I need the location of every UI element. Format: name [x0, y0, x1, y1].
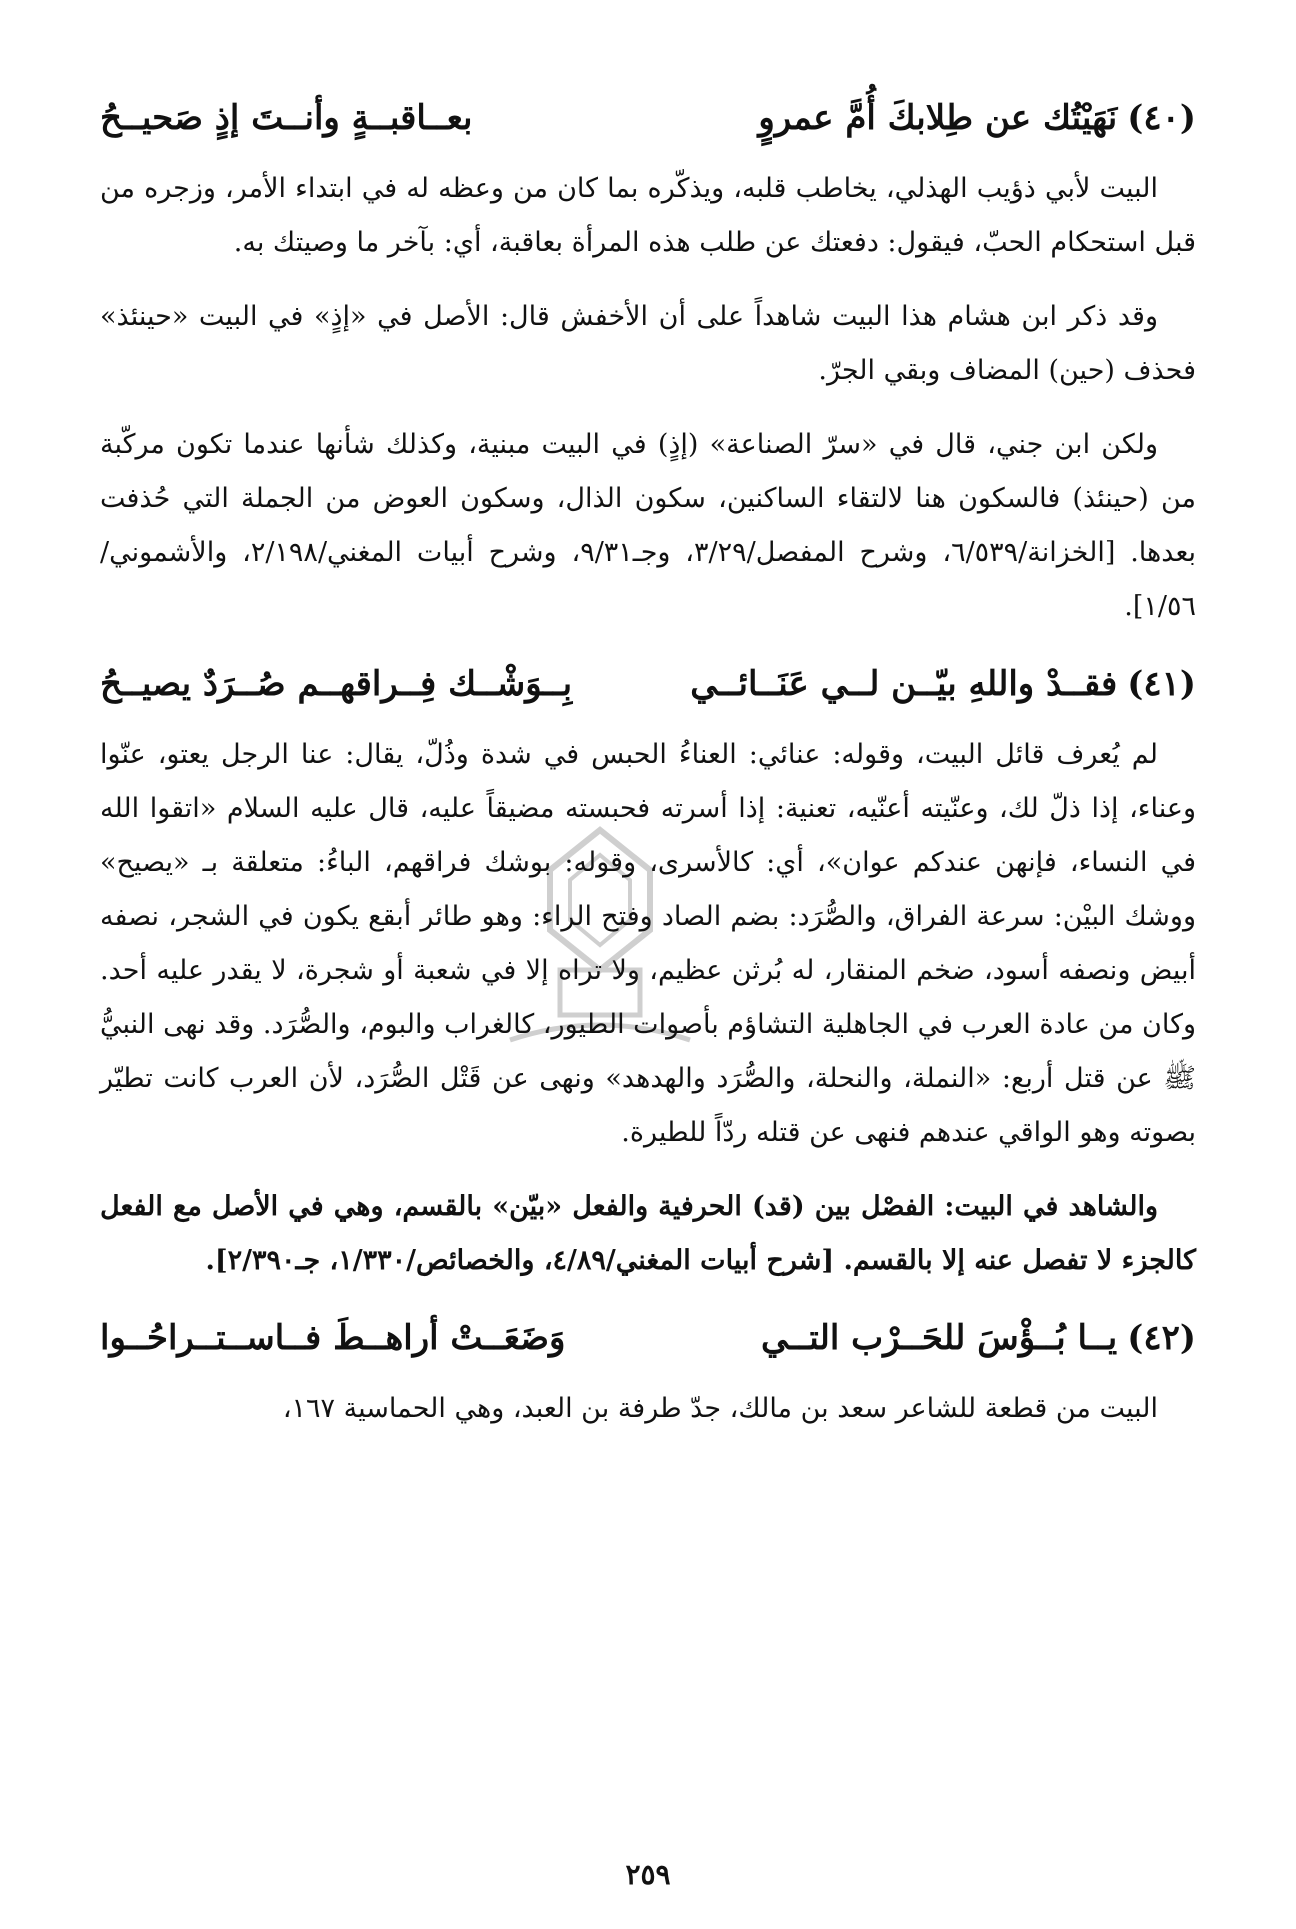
commentary-paragraph: لم يُعرف قائل البيت، وقوله: عنائي: العناءُ الحبس في شدة وذُلّ، يقال: عنا الرجل يعتو، عنّوا وعناء، إذا ذلّ لك، وعنّيته أعنّيه، تعنية: إذا أسرته فحبسته مضيقاً عليه، قال عليه السلام «اتقوا الله في النساء، فإنهن عندكم عوان»، أي: كالأسرى، وقوله: بوشك فراقهم، الباءُ: متعلقة بـ «يصيح» ووشك البيْن: سرعة الفراق، والصُّرَد: بضم الصاد وفتح الراء: وهو طائر أبقع يكون في الشجر، نصفه أبيض ونصفه أسود، ضخم المنقار، له بُرثن عظيم، ولا تراه إلا في شعبة أو شجرة، لا يقدر عليه أحد. وكان من عادة العرب في الجاهلية التشاؤم بأصوات الطيور، كالغراب والبوم، والصُّرَد. وقد نهى النبيُّ ﷺ عن قتل أربع: «النملة، والنحلة، والصُّرَد والهدهد» ونهى عن قَتْل الصُّرَد، لأن العرب كانت تطيّر بصوته وهو الواقي عندهم فنهى عن قتله ردّاً للطيرة. [100, 739, 1196, 1148]
verse-second-hemistich: وَضَعَــتْ أراهــطَ فــاســتــراحُــوا [100, 1318, 566, 1358]
verse-second-hemistich: بِــوَشْــك فِــراقهــم صُــرَدٌ يصيــحُ [100, 664, 573, 704]
page-content [100, 88, 1196, 1456]
verse-40 [100, 88, 1196, 148]
verse-second-hemistich: بعــاقبــةٍ وأنــتَ إذٍ صَحيــحُ [100, 98, 473, 138]
verse-number: (٤٠) [1127, 98, 1196, 138]
verse-41 [100, 654, 1196, 714]
verse-number: (٤١) [1127, 664, 1196, 704]
commentary-paragraph: والشاهد في البيت: الفصْل بين (قد) الحرفية والفعل «بيّن» بالقسم، وهي في الأصل مع الفعل كالجزء لا تفصل عنه إلا بالقسم. [شرح أبيات المغني/٤/٨٩، والخصائص/١/٣٣٠، جـ٢/٣٩٠]. [100, 1191, 1196, 1276]
commentary-paragraph: ولكن ابن جني، قال في «سرّ الصناعة» (إذٍ) في البيت مبنية، وكذلك شأنها عندما تكون مركّبة من (حينئذ) فالسكون هنا لالتقاء الساكنين، سكون الذال، وسكون العوض من الجملة التي حُذفت بعدها. [الخزانة/٦/٥٣٩، وشرح المفصل/٣/٢٩، وجـ٩/٣١، وشرح أبيات المغني/٢/١٩٨، والأشموني/١/٥٦]. [100, 429, 1196, 622]
verse-number: (٤٢) [1127, 1318, 1196, 1358]
page-number: ٢٥٩ [625, 1858, 671, 1891]
commentary-paragraph: وقد ذكر ابن هشام هذا البيت شاهداً على أن الأخفش قال: الأصل في «إذٍ» في البيت «حينئذ» فحذف (حين) المضاف وبقي الجرّ. [100, 301, 1196, 386]
commentary-paragraph: البيت لأبي ذؤيب الهذلي، يخاطب قلبه، ويذكّره بما كان من وعظه له في ابتداء الأمر، وزجره من قبل استحكام الحبّ، فيقول: دفعتك عن طلب هذه المرأة بعاقبة، أي: بآخر ما وصيتك به. [100, 173, 1196, 258]
verse-42 [100, 1308, 1196, 1368]
verse-first-hemistich: يــا بُــؤْسَ للحَــرْب التــي [760, 1318, 1118, 1358]
verse-first-hemistich: نَهَيْتُك عن طِلابكَ أُمَّ عمروٍ [758, 98, 1118, 138]
verse-first-hemistich: فقــدْ واللهِ بيّــن لــي عَنَــائــي [690, 664, 1118, 704]
commentary-paragraph: البيت من قطعة للشاعر سعد بن مالك، جدّ طرفة بن العبد، وهي الحماسية ١٦٧، [282, 1393, 1158, 1424]
